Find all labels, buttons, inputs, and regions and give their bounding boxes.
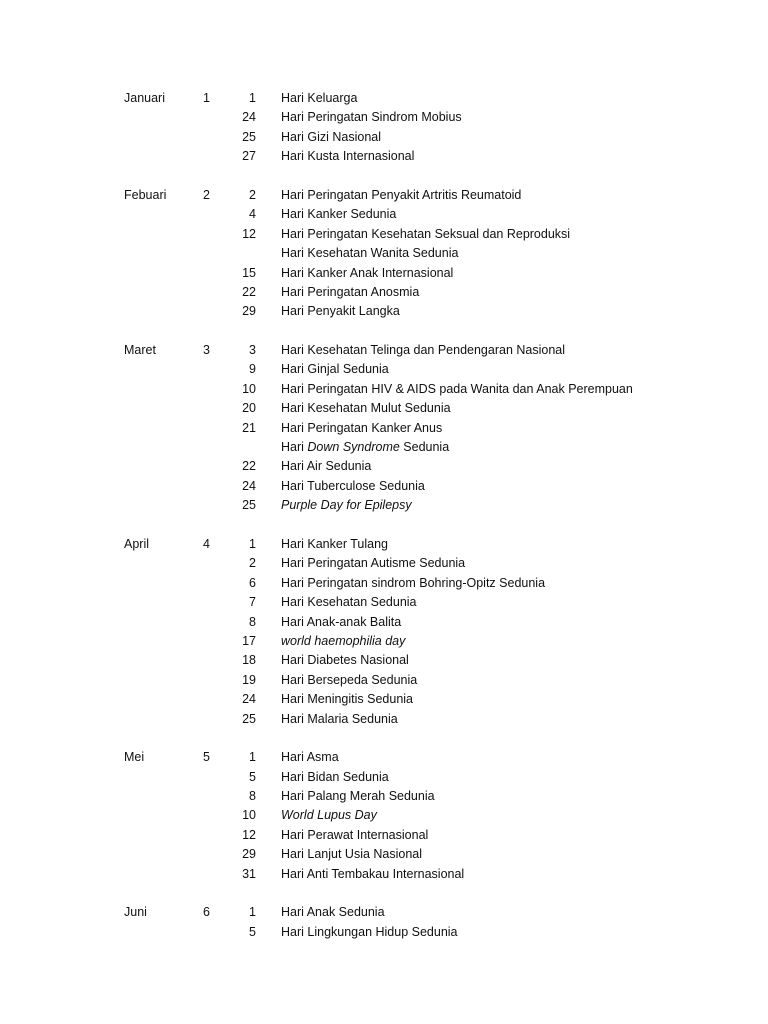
event-row [0, 768, 768, 787]
event-row [0, 593, 768, 612]
event-name-text-suffix: Sedunia [399, 440, 450, 455]
event-name-text: Hari Gizi Nasional [281, 129, 382, 144]
event-name [281, 244, 458, 263]
event-row [0, 477, 768, 496]
event-name-text: Hari Malaria Sedunia [281, 711, 398, 726]
event-name-text: Hari Meningitis Sedunia [281, 692, 414, 707]
event-row [0, 787, 768, 806]
event-day: 1 [249, 536, 256, 551]
event-day: 2 [249, 187, 256, 202]
event-day: 24 [242, 478, 256, 493]
event-day: 12 [242, 827, 256, 842]
event-name [281, 341, 565, 360]
event-day: 8 [249, 789, 256, 804]
event-day: 20 [242, 401, 256, 416]
event-name-text: Hari Kanker Anak Internasional [281, 265, 454, 280]
event-row [0, 302, 768, 321]
event-day: 31 [242, 866, 256, 881]
event-day: 3 [249, 343, 256, 358]
event-name-text: Hari Peringatan HIV & AIDS pada Wanita dan Anak Perempuan [281, 381, 633, 396]
event-row [0, 399, 768, 418]
event-row [0, 186, 768, 205]
event-name-italic: world haemophilia day [281, 633, 406, 648]
event-day: 25 [242, 711, 256, 726]
event-day: 21 [242, 420, 256, 435]
event-day: 29 [242, 304, 256, 319]
event-name-text: Hari Anti Tembakau Internasional [281, 866, 465, 881]
event-name [281, 283, 419, 302]
event-day: 27 [242, 149, 256, 164]
event-row [0, 108, 768, 127]
event-name-text: Hari Air Sedunia [281, 459, 372, 474]
event-day: 8 [249, 614, 256, 629]
event-row [0, 360, 768, 379]
event-name-text: Hari Peringatan Sindrom Mobius [281, 110, 462, 125]
month-number: 5 [203, 750, 210, 765]
event-day: 24 [242, 110, 256, 125]
event-day: 19 [242, 672, 256, 687]
event-name [281, 554, 465, 573]
event-row [0, 748, 768, 767]
event-name [281, 806, 377, 825]
event-day: 4 [249, 207, 256, 222]
event-row [0, 147, 768, 166]
event-name-text: Hari Kesehatan Wanita Sedunia [281, 246, 459, 261]
event-name-text: Hari Diabetes Nasional [281, 653, 409, 668]
month-section [0, 903, 768, 942]
event-name [281, 768, 389, 787]
event-name [281, 205, 396, 224]
event-name [281, 477, 425, 496]
event-name [281, 923, 458, 942]
event-row [0, 923, 768, 942]
event-name-text: Hari Anak Sedunia [281, 905, 385, 920]
event-name-text: Hari Peringatan Autisme Sedunia [281, 556, 466, 571]
event-row [0, 806, 768, 825]
event-row [0, 283, 768, 302]
event-name [281, 710, 398, 729]
event-name-text: Hari Anak-anak Balita [281, 614, 402, 629]
event-day: 2 [249, 556, 256, 571]
event-row [0, 128, 768, 147]
event-row [0, 457, 768, 476]
event-name-text: Hari Palang Merah Sedunia [281, 789, 435, 804]
event-name-text: Hari Kusta Internasional [281, 149, 415, 164]
month-name: Mei [124, 750, 145, 765]
event-name-text: Hari Ginjal Sedunia [281, 362, 389, 377]
event-row [0, 690, 768, 709]
event-name-text: Hari Bersepeda Sedunia [281, 672, 418, 687]
month-number: 6 [203, 905, 210, 920]
event-row [0, 903, 768, 922]
event-name [281, 399, 451, 418]
event-day: 15 [242, 265, 256, 280]
event-name-text: Hari Penyakit Langka [281, 304, 400, 319]
event-name-text: Hari Bidan Sedunia [281, 769, 389, 784]
event-row [0, 244, 768, 263]
event-name [281, 632, 405, 651]
event-name [281, 865, 464, 884]
event-row [0, 496, 768, 515]
event-day: 1 [249, 905, 256, 920]
event-name-text: Hari Lanjut Usia Nasional [281, 847, 423, 862]
event-name [281, 535, 388, 554]
month-name: April [124, 536, 150, 551]
event-name-text: Hari Asma [281, 750, 339, 765]
event-name-text: Hari Kesehatan Mulut Sedunia [281, 401, 451, 416]
event-name [281, 264, 453, 283]
event-name-text: Hari [281, 440, 308, 455]
event-name [281, 496, 412, 515]
event-name [281, 360, 389, 379]
month-number: 1 [203, 91, 210, 105]
event-row [0, 535, 768, 554]
month-section [0, 341, 768, 516]
event-name-text: Hari Kesehatan Telinga dan Pendengaran Nasional [281, 343, 566, 358]
event-name [281, 419, 442, 438]
event-name-text: Hari Tuberculose Sedunia [281, 478, 425, 493]
event-row [0, 89, 768, 108]
event-row [0, 438, 768, 457]
event-day: 29 [242, 847, 256, 862]
event-name [281, 651, 409, 670]
event-day: 1 [249, 91, 256, 105]
month-section [0, 89, 768, 167]
event-row [0, 574, 768, 593]
event-name [281, 748, 339, 767]
event-name-text: Hari Kesehatan Sedunia [281, 595, 417, 610]
event-row [0, 671, 768, 690]
event-row [0, 865, 768, 884]
event-day: 24 [242, 692, 256, 707]
event-name [281, 690, 413, 709]
event-day: 10 [242, 808, 256, 823]
event-name [281, 302, 400, 321]
event-name-italic: Purple Day for Epilepsy [281, 498, 412, 513]
event-day: 17 [242, 633, 256, 648]
event-name-italic: World Lupus Day [281, 808, 377, 823]
event-name-text: Hari Keluarga [281, 91, 358, 105]
event-name-italic: Down Syndrome [307, 440, 400, 455]
month-name: Juni [124, 905, 147, 920]
event-name-text: Hari Peringatan Kesehatan Seksual dan Reproduksi [281, 226, 571, 241]
event-name [281, 128, 381, 147]
event-row [0, 205, 768, 224]
event-name-text: Hari Kanker Sedunia [281, 207, 397, 222]
event-row [0, 264, 768, 283]
event-day: 7 [249, 595, 256, 610]
event-row [0, 651, 768, 670]
event-row [0, 380, 768, 399]
event-day: 5 [249, 924, 256, 939]
event-day: 22 [242, 284, 256, 299]
event-row [0, 710, 768, 729]
event-day: 18 [242, 653, 256, 668]
event-name-text: Hari Peringatan Kanker Anus [281, 420, 443, 435]
event-name [281, 826, 428, 845]
event-day: 9 [249, 362, 256, 377]
month-section [0, 535, 768, 729]
event-day: 22 [242, 459, 256, 474]
month-section [0, 186, 768, 322]
event-row [0, 826, 768, 845]
event-row [0, 225, 768, 244]
event-row [0, 554, 768, 573]
event-day: 25 [242, 129, 256, 144]
month-name: Maret [124, 343, 156, 358]
event-day: 10 [242, 381, 256, 396]
event-name [281, 108, 462, 127]
event-day: 12 [242, 226, 256, 241]
month-name: Januari [124, 91, 165, 105]
month-number: 3 [203, 343, 210, 358]
event-name [281, 593, 417, 612]
event-name [281, 671, 417, 690]
event-name [281, 787, 435, 806]
event-name [281, 613, 401, 632]
month-number: 2 [203, 187, 210, 202]
event-name-text: Hari Peringatan Anosmia [281, 284, 420, 299]
event-name [281, 225, 570, 244]
event-name-text: Hari Peringatan Penyakit Artritis Reumatoid [281, 187, 522, 202]
month-section [0, 748, 768, 884]
event-name [281, 438, 449, 457]
event-name [281, 845, 422, 864]
event-name-text: Hari Peringatan sindrom Bohring-Opitz Sedunia [281, 575, 546, 590]
event-day: 6 [249, 575, 256, 590]
event-name [281, 186, 521, 205]
event-row [0, 632, 768, 651]
event-name-text: Hari Kanker Tulang [281, 536, 389, 551]
event-name [281, 89, 357, 108]
health-days-calendar [0, 89, 768, 962]
event-day: 5 [249, 769, 256, 784]
event-row [0, 419, 768, 438]
event-name [281, 380, 633, 399]
month-name: Febuari [124, 187, 167, 202]
event-name [281, 903, 385, 922]
event-day: 1 [249, 750, 256, 765]
event-row [0, 341, 768, 360]
event-name [281, 574, 545, 593]
event-name-text: Hari Lingkungan Hidup Sedunia [281, 924, 458, 939]
event-row [0, 613, 768, 632]
event-name-text: Hari Perawat Internasional [281, 827, 429, 842]
event-row [0, 845, 768, 864]
event-name [281, 147, 414, 166]
month-number: 4 [203, 536, 210, 551]
event-day: 25 [242, 498, 256, 513]
event-name [281, 457, 371, 476]
